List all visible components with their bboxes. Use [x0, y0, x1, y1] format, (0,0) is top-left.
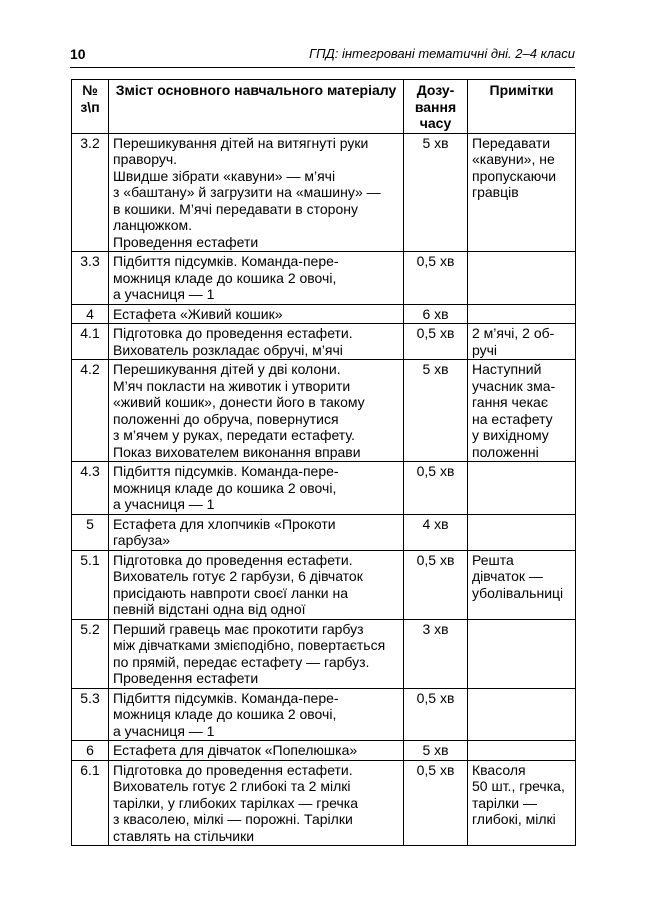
row-content: Естафета для дівчаток «Попелюшка» [109, 741, 404, 761]
table-row [72, 133, 576, 252]
row-duration: 0,5 хв [404, 462, 468, 515]
row-number: 4.1 [72, 324, 109, 360]
row-number: 3.2 [72, 133, 109, 252]
row-duration: 4 хв [404, 514, 468, 550]
row-number: 5.2 [72, 619, 109, 688]
table-row [72, 741, 576, 761]
row-content: Підбиття підсумків. Команда-пере- можниця кладе до кошика 2 овочі, а учасниця — 1 [109, 252, 404, 305]
row-notes [468, 462, 576, 515]
row-number: 4 [72, 304, 109, 324]
row-notes [468, 741, 576, 761]
row-notes: Квасоля 50 шт., гречка, тарілки — глибокі, мілкі [468, 760, 576, 846]
row-notes [468, 252, 576, 305]
table-row [72, 304, 576, 324]
lesson-plan-table [71, 79, 576, 846]
row-number: 6.1 [72, 760, 109, 846]
row-notes [468, 619, 576, 688]
row-duration: 5 хв [404, 741, 468, 761]
table-row [72, 462, 576, 515]
header-notes: Примітки [468, 80, 576, 134]
row-content: Підбиття підсумків. Команда-пере- можниця кладе до кошика 2 овочі, а учасниця — 1 [109, 462, 404, 515]
row-notes [468, 304, 576, 324]
table-row [72, 324, 576, 360]
table-row [72, 760, 576, 846]
row-content: Підготовка до проведення естафети. Вихователь готує 2 гарбузи, 6 дівчаток присідають навпроти своєї ланки на певній відстані одна від одної [109, 550, 404, 619]
row-notes: Решта дівчаток — уболівальниці [468, 550, 576, 619]
row-number: 4.2 [72, 360, 109, 462]
row-notes [468, 514, 576, 550]
table-body [72, 133, 576, 846]
page-number: 10 [70, 46, 86, 62]
row-notes [468, 688, 576, 741]
row-content: Перший гравець має прокотити гарбуз між дівчатками змієподібно, повертається по прямій, передає естафету — гарбуз. Проведення естафети [109, 619, 404, 688]
row-notes: Передавати «кавуни», не пропускаючи гравців [468, 133, 576, 252]
table-row [72, 550, 576, 619]
row-duration: 6 хв [404, 304, 468, 324]
row-content: Естафета для хлопчиків «Прокоти гарбуза» [109, 514, 404, 550]
table-row [72, 252, 576, 305]
row-duration: 5 хв [404, 360, 468, 462]
row-number: 6 [72, 741, 109, 761]
header-rule [70, 67, 575, 68]
row-duration: 0,5 хв [404, 252, 468, 305]
row-content: Підготовка до проведення естафети. Вихователь готує 2 глибокі та 2 мілкі тарілки, у глибоких тарілках — гречка з квасолею, мілкі — порожні. Тарілки ставлять на стільчики [109, 760, 404, 846]
row-content: Перешикування дітей на витягнуті руки праворуч. Швидше зібрати «кавуни» — м’ячі з «баштану» й загрузити на «машину» — в кошики. М’ячі передавати в сторону ланцюжком. Проведення естафети [109, 133, 404, 252]
row-number: 5.1 [72, 550, 109, 619]
table-row [72, 514, 576, 550]
page-header [70, 46, 575, 66]
row-content: Підготовка до проведення естафети. Вихователь розкладає обручі, м’ячі [109, 324, 404, 360]
header-num: № з\п [72, 80, 109, 134]
row-number: 5 [72, 514, 109, 550]
running-title: ГПД: інтегровані тематичні дні. 2–4 класи [309, 46, 575, 61]
row-content: Перешикування дітей у дві колони. М’яч покласти на животик і утворити «живий кошик», донести його в такому положенні до обруча, повернутися з м’ячем у руках, передати естафету. Показ вихователем виконання вправи [109, 360, 404, 462]
row-notes: Наступний учасник зма- гання чекає на естафету у вихідному положенні [468, 360, 576, 462]
row-content: Підбиття підсумків. Команда-пере- можниця кладе до кошика 2 овочі, а учасниця — 1 [109, 688, 404, 741]
table-row [72, 619, 576, 688]
row-duration: 0,5 хв [404, 688, 468, 741]
row-number: 4.3 [72, 462, 109, 515]
row-duration: 3 хв [404, 619, 468, 688]
table-row [72, 360, 576, 462]
row-content: Естафета «Живий кошик» [109, 304, 404, 324]
table-header-row [72, 80, 576, 134]
header-content: Зміст основного навчального матеріалу [109, 80, 404, 134]
row-number: 3.3 [72, 252, 109, 305]
row-duration: 0,5 хв [404, 760, 468, 846]
table-row [72, 688, 576, 741]
row-duration: 0,5 хв [404, 550, 468, 619]
row-duration: 5 хв [404, 133, 468, 252]
row-notes: 2 м’ячі, 2 об- ручі [468, 324, 576, 360]
header-time: Дозу- вання часу [404, 80, 468, 134]
row-number: 5.3 [72, 688, 109, 741]
row-duration: 0,5 хв [404, 324, 468, 360]
